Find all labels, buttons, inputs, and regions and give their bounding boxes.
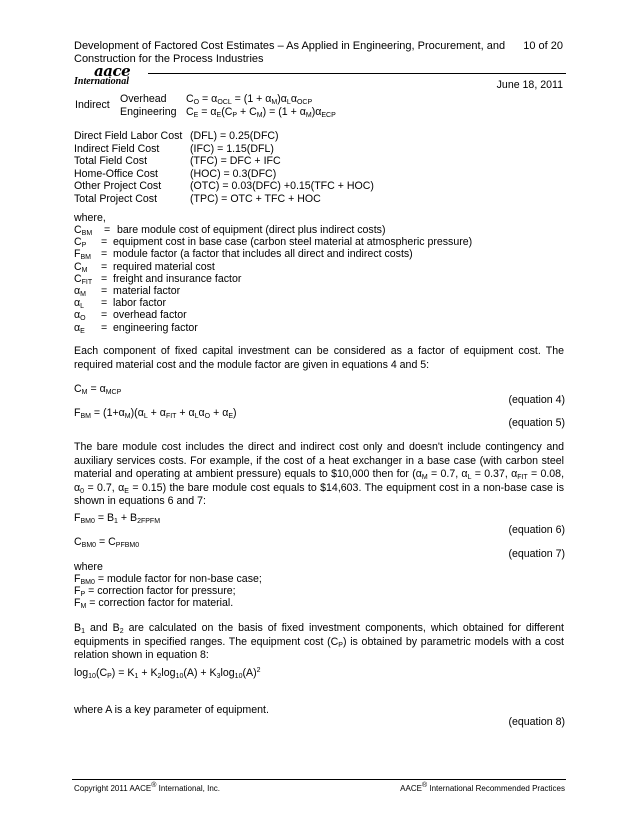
footer-rule bbox=[72, 779, 566, 780]
equation-5-label: (equation 5) bbox=[508, 417, 565, 429]
equation-8-label: (equation 8) bbox=[508, 716, 565, 728]
definition-equals: = bbox=[101, 236, 108, 249]
definition-text: equipment cost in base case (carbon steel material at atmospheric pressure) bbox=[113, 236, 473, 249]
definition-equals: = bbox=[104, 224, 111, 236]
definition-symbol: $C_{FIT}$ bbox=[74, 272, 93, 286]
where-label: where, bbox=[74, 212, 106, 224]
definition-symbol: $\alpha_O$ bbox=[74, 309, 86, 323]
where2-line-fbm0: $F_{BM0}$ = module factor for non-base case; bbox=[74, 573, 262, 586]
paragraph-parametric: $B_1$ and $B_2$ are calculated on the basis of fixed investment components, which obtained for different equipments in specified ranges. The equipment cost $(C_P)$ is obtained by parametric models with a cost relation shown in equation 8: bbox=[74, 622, 564, 662]
equation-5-formula: $F_{BM} = (1+\alpha_M)(\alpha_L + \alpha_{FIT} + \alpha_L\alpha_O + \alpha_E)$ bbox=[74, 407, 237, 420]
definition-text: overhead factor bbox=[113, 309, 187, 322]
definition-equals: = bbox=[101, 248, 108, 261]
indirect-engineering-name: Engineering bbox=[120, 106, 177, 118]
definition-equals: = bbox=[101, 321, 108, 334]
definition-equals: = bbox=[101, 285, 108, 297]
cost-table-name: Indirect Field Cost bbox=[74, 142, 160, 155]
definition-text: bare module cost of equipment (direct plus indirect costs) bbox=[117, 224, 386, 236]
cost-table-formula: (TPC) = OTC + TFC + HOC bbox=[190, 193, 321, 205]
cost-table-formula: (IFC) = 1.15(DFL) bbox=[190, 142, 274, 155]
cost-table-name: Home-Office Cost bbox=[74, 167, 158, 180]
paragraph-bare-module: The bare module cost includes the direct and indirect cost only and doesn't include contingency and auxiliary services costs. For example, if the cost of a heat exchanger in a base case (with carbon steel material and operating at ambient pressure) equals to $10,000 then for ($\alpha_M = 0.7$, $\alpha_L = 0.37$, $\alpha_{FIT} = 0.08$, $\alpha_0 = 0.7$, $\alpha_E = 0.15$) the bare module cost equals to $14,603. The equipment cost in a non-base case is shown in equations 6 and 7: bbox=[74, 441, 565, 508]
equation-7-formula: $C_{BM0} = C_{PFBM0}$ bbox=[74, 536, 140, 549]
definition-text: engineering factor bbox=[113, 321, 198, 334]
footer-recommended-practices: AACE® International Recommended Practices bbox=[400, 782, 565, 793]
page-number: 10 of 20 bbox=[523, 40, 563, 52]
cost-table-name: Other Project Cost bbox=[74, 180, 162, 193]
cost-table-name: Total Field Cost bbox=[74, 155, 148, 168]
header-rule bbox=[148, 73, 566, 74]
definition-equals: = bbox=[101, 309, 108, 322]
equation-4-label: (equation 4) bbox=[508, 394, 565, 406]
indirect-overhead-formula: $C_O = \alpha_{OCL} = (1 + \alpha_M)\alpha_L\alpha_{OCP}$ bbox=[186, 93, 313, 106]
equation-6-formula: $F_{BM0} = B_1 + B_{2FPFM}$ bbox=[74, 512, 161, 525]
footer-copyright: Copyright 2011 AACE® International, Inc. bbox=[74, 782, 220, 793]
definition-symbol: $\alpha_E$ bbox=[74, 321, 85, 335]
cost-table-formula: (OTC) = 0.03(DFC) +0.15(TFC + HOC) bbox=[190, 180, 374, 193]
document-title-line1: Development of Factored Cost Estimates – As Applied in Engineering, Procurement, and bbox=[74, 40, 506, 52]
definition-symbol: $\alpha_M$ bbox=[74, 285, 86, 298]
header-date: June 18, 2011 bbox=[496, 79, 563, 91]
definition-symbol: $F_{BM}$ bbox=[74, 248, 91, 262]
aace-logo-subtitle: International bbox=[74, 76, 130, 87]
indirect-engineering-formula: $C_E = \alpha_E(C_P + C_M) = (1 + \alpha_M)\alpha_{ECP}$ bbox=[186, 106, 336, 119]
cost-table-formula: (HOC) = 0.3(DFC) bbox=[190, 167, 277, 180]
where2-label: where bbox=[74, 561, 103, 573]
where2-line-fm: $F_M$ = correction factor for material. bbox=[74, 597, 234, 610]
definition-text: required material cost bbox=[113, 260, 215, 273]
definition-symbol: $C_{BM}$ bbox=[74, 224, 93, 237]
equation-8-formula: $\log_{10}(C_P) = K_1 + K_2\log_{10}(A) + K_3\log_{10}(A)^2$ bbox=[74, 667, 261, 680]
definition-symbol: $C_P$ bbox=[74, 236, 87, 250]
aace-logo-icon: aace bbox=[94, 62, 131, 80]
document-title-line2: Construction for the Process Industries bbox=[74, 53, 264, 65]
definition-text: labor factor bbox=[113, 297, 166, 310]
cost-table-formula: (DFL) = 0.25(DFC) bbox=[190, 130, 279, 142]
indirect-label: Indirect bbox=[75, 99, 110, 111]
definition-equals: = bbox=[101, 260, 108, 273]
definition-symbol: $C_M$ bbox=[74, 260, 88, 274]
paragraph-key-parameter: where A is a key parameter of equipment. bbox=[74, 704, 269, 716]
cost-table-name: Total Project Cost bbox=[74, 193, 158, 205]
definition-equals: = bbox=[101, 272, 108, 285]
indirect-overhead-name: Overhead bbox=[120, 93, 167, 105]
paragraph-module-factor: Each component of fixed capital investment can be considered as a factor of equipment cost. The required material cost and the module factor are given in equations 4 and 5: bbox=[74, 345, 564, 371]
equation-4-formula: $C_M = \alpha_{MCP}$ bbox=[74, 383, 122, 396]
cost-table-formula: (TFC) = DFC + IFC bbox=[190, 155, 281, 168]
definition-symbol: $\alpha_L$ bbox=[74, 297, 85, 311]
equation-6-label: (equation 6) bbox=[508, 524, 565, 536]
definition-text: material factor bbox=[113, 285, 181, 297]
equation-7-label: (equation 7) bbox=[508, 548, 565, 560]
cost-table-name: Direct Field Labor Cost bbox=[74, 130, 183, 142]
definition-text: freight and insurance factor bbox=[113, 272, 242, 285]
definition-equals: = bbox=[101, 297, 108, 310]
definition-text: module factor (a factor that includes all direct and indirect costs) bbox=[113, 248, 413, 261]
where2-line-fp: $F_P$ = correction factor for pressure; bbox=[74, 585, 236, 598]
